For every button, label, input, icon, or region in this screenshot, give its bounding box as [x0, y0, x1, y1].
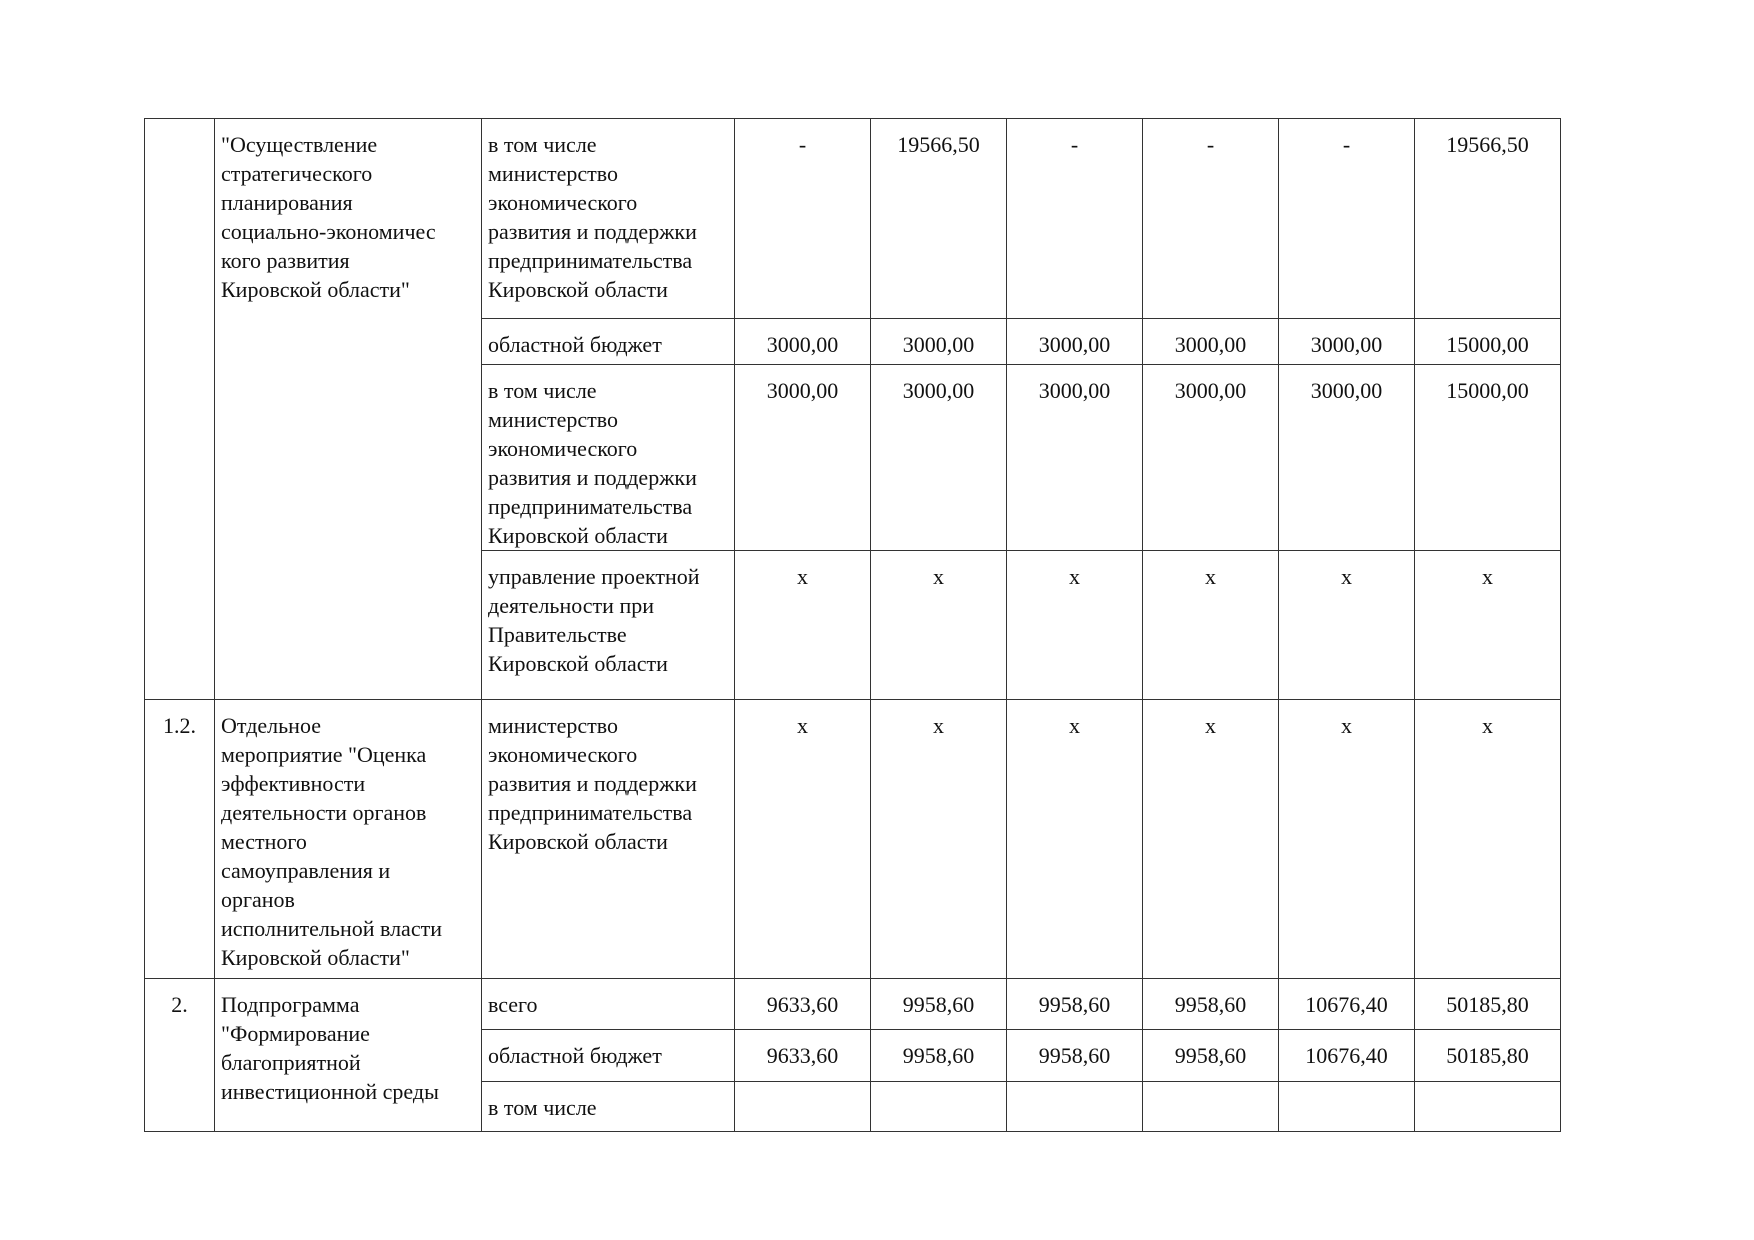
- value-cell-year-3: 9958,60: [1007, 979, 1143, 1030]
- row-index-cell: 2.: [145, 979, 215, 1132]
- value-cell-year-1: [735, 1082, 871, 1132]
- activity-name-line: инвестиционной среды: [221, 1079, 439, 1104]
- funding-source-line: предпринимательства: [488, 494, 693, 519]
- value-cell-year-3: [1007, 1082, 1143, 1132]
- funding-source-line: предпринимательства: [488, 800, 693, 825]
- activity-name-line: Кировской области": [221, 945, 410, 970]
- funding-source-cell: [482, 119, 735, 319]
- value-cell-year-4: -: [1143, 119, 1279, 319]
- value-cell-year-5: 3000,00: [1279, 365, 1415, 551]
- funding-source-line: министерство: [488, 161, 619, 186]
- value-cell-year-1: x: [735, 551, 871, 700]
- value-cell-year-2: [871, 1082, 1007, 1132]
- value-cell-year-3: 9958,60: [1007, 1030, 1143, 1082]
- activity-name-line: планирования: [221, 190, 353, 215]
- funding-source-line: областной бюджет: [488, 332, 662, 357]
- activity-name-cell: [215, 979, 482, 1132]
- value-cell-year-4: 3000,00: [1143, 319, 1279, 365]
- value-cell-year-2: 9958,60: [871, 979, 1007, 1030]
- value-cell-year-2: x: [871, 700, 1007, 979]
- activity-name-cell: [215, 700, 482, 979]
- value-cell-year-5: 10676,40: [1279, 1030, 1415, 1082]
- table-row: [145, 700, 1561, 979]
- activity-name-line: эффективности: [221, 771, 366, 796]
- value-cell-total: 15000,00: [1415, 319, 1561, 365]
- value-cell-year-4: 9958,60: [1143, 979, 1279, 1030]
- activity-name-cell: [215, 119, 482, 700]
- funding-source-line: областной бюджет: [488, 1043, 662, 1068]
- value-cell-year-2: 3000,00: [871, 365, 1007, 551]
- funding-source-line: министерство: [488, 713, 619, 738]
- value-cell-year-3: 3000,00: [1007, 365, 1143, 551]
- value-cell-year-5: [1279, 1082, 1415, 1132]
- value-cell-year-3: x: [1007, 551, 1143, 700]
- value-cell-year-2: x: [871, 551, 1007, 700]
- activity-name-line: социально-экономичес: [221, 219, 436, 244]
- value-cell-year-5: -: [1279, 119, 1415, 319]
- value-cell-total: 15000,00: [1415, 365, 1561, 551]
- funding-source-line: развития и поддержки: [488, 771, 697, 796]
- activity-name-line: местного: [221, 829, 307, 854]
- activity-name-line: самоуправления и: [221, 858, 391, 883]
- value-cell-year-5: 3000,00: [1279, 319, 1415, 365]
- funding-source-cell: [482, 551, 735, 700]
- value-cell-year-3: -: [1007, 119, 1143, 319]
- activity-name-line: Отдельное: [221, 713, 321, 738]
- funding-source-line: в том числе: [488, 1095, 597, 1120]
- funding-source-cell: [482, 1082, 735, 1132]
- value-cell-year-1: 9633,60: [735, 1030, 871, 1082]
- activity-name-line: стратегического: [221, 161, 373, 186]
- value-cell-year-4: [1143, 1082, 1279, 1132]
- activity-name-line: благоприятной: [221, 1050, 361, 1075]
- activity-name-line: "Осуществление: [221, 132, 378, 157]
- value-cell-year-5: x: [1279, 551, 1415, 700]
- funding-source-cell: [482, 700, 735, 979]
- funding-source-line: Кировской области: [488, 829, 668, 854]
- funding-source-line: Кировской области: [488, 651, 668, 676]
- funding-source-cell: [482, 979, 735, 1030]
- funding-source-line: Правительстве: [488, 622, 627, 647]
- value-cell-year-2: 19566,50: [871, 119, 1007, 319]
- value-cell-year-4: 3000,00: [1143, 365, 1279, 551]
- row-index-cell: [145, 119, 215, 700]
- value-cell-year-1: 9633,60: [735, 979, 871, 1030]
- activity-name-line: исполнительной власти: [221, 916, 442, 941]
- value-cell-year-1: 3000,00: [735, 319, 871, 365]
- value-cell-year-4: 9958,60: [1143, 1030, 1279, 1082]
- funding-source-line: в том числе: [488, 132, 597, 157]
- financing-table: [144, 118, 1561, 1132]
- funding-source-line: деятельности при: [488, 593, 654, 618]
- value-cell-year-2: 3000,00: [871, 319, 1007, 365]
- funding-source-cell: [482, 1030, 735, 1082]
- value-cell-total: 50185,80: [1415, 979, 1561, 1030]
- value-cell-year-1: -: [735, 119, 871, 319]
- funding-source-line: в том числе: [488, 378, 597, 403]
- funding-source-line: экономического: [488, 742, 638, 767]
- funding-source-line: управление проектной: [488, 564, 700, 589]
- activity-name-line: Подпрограмма: [221, 992, 360, 1017]
- value-cell-total: 50185,80: [1415, 1030, 1561, 1082]
- value-cell-total: x: [1415, 700, 1561, 979]
- row-index-cell: 1.2.: [145, 700, 215, 979]
- table-row: [145, 979, 1561, 1030]
- funding-source-line: Кировской области: [488, 523, 668, 548]
- value-cell-year-5: 10676,40: [1279, 979, 1415, 1030]
- activity-name-line: деятельности органов: [221, 800, 427, 825]
- activity-name-line: мероприятие "Оценка: [221, 742, 427, 767]
- funding-source-line: министерство: [488, 407, 619, 432]
- funding-source-line: экономического: [488, 190, 638, 215]
- funding-source-line: экономического: [488, 436, 638, 461]
- value-cell-year-4: x: [1143, 551, 1279, 700]
- activity-name-line: Кировской области": [221, 277, 410, 302]
- funding-source-line: развития и поддержки: [488, 465, 697, 490]
- value-cell-year-3: x: [1007, 700, 1143, 979]
- table-row: [145, 119, 1561, 319]
- value-cell-total: 19566,50: [1415, 119, 1561, 319]
- value-cell-year-2: 9958,60: [871, 1030, 1007, 1082]
- value-cell-year-4: x: [1143, 700, 1279, 979]
- value-cell-total: [1415, 1082, 1561, 1132]
- value-cell-year-3: 3000,00: [1007, 319, 1143, 365]
- value-cell-year-1: 3000,00: [735, 365, 871, 551]
- activity-name-line: кого развития: [221, 248, 350, 273]
- activity-name-line: "Формирование: [221, 1021, 370, 1046]
- funding-source-line: Кировской области: [488, 277, 668, 302]
- funding-source-line: всего: [488, 992, 538, 1017]
- value-cell-year-5: x: [1279, 700, 1415, 979]
- funding-source-cell: [482, 319, 735, 365]
- funding-source-line: предпринимательства: [488, 248, 693, 273]
- funding-source-cell: [482, 365, 735, 551]
- funding-source-line: развития и поддержки: [488, 219, 697, 244]
- value-cell-total: x: [1415, 551, 1561, 700]
- value-cell-year-1: x: [735, 700, 871, 979]
- activity-name-line: органов: [221, 887, 295, 912]
